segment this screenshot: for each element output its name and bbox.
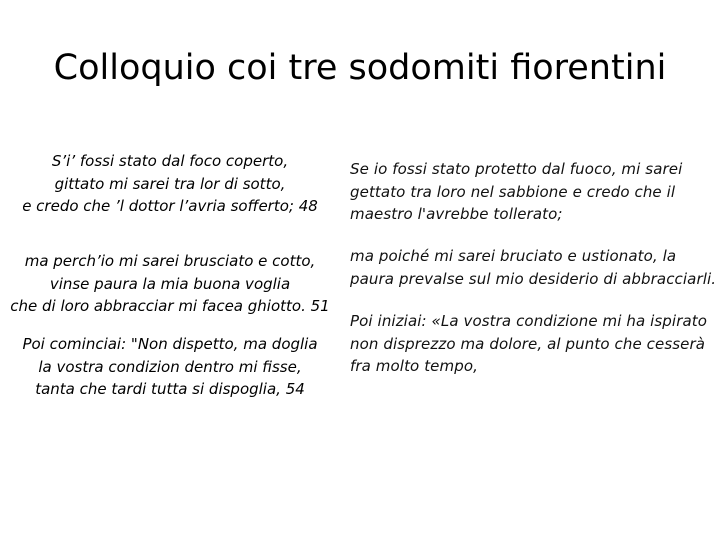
verse-line: vinse paura la mia buona voglia <box>49 274 291 293</box>
translation-line: Poi iniziai: «La vostra condizione mi ha ispirato <box>350 312 708 330</box>
original-stanza-1 <box>0 150 360 218</box>
translation-line: non disprezzo ma dolore, al punto che cesserà <box>350 334 706 353</box>
page-title: Colloquio coi tre sodomiti fiorentini <box>53 48 667 88</box>
translation-line: ma poiché mi sarei bruciato e ustionato, la <box>350 247 677 265</box>
translation-stanza-3 <box>350 310 710 378</box>
verse-line: la vostra condizion dentro mi fisse, <box>38 357 302 376</box>
original-stanza-3 <box>0 333 360 401</box>
verse-line: tanta che tardi tutta si dispoglia, 54 <box>35 380 305 398</box>
translation-stanza-1 <box>350 158 710 226</box>
verse-line: che di loro abbracciar mi facea ghiotto. 51 <box>10 297 330 315</box>
translation-line: Se io fossi stato protetto dal fuoco, mi sarei <box>350 160 683 178</box>
original-stanza-2 <box>0 250 360 318</box>
translation-line: paura prevalse sul mio desiderio di abbracciarli. <box>350 269 717 288</box>
verse-line: S’i’ fossi stato dal foco coperto, <box>51 152 289 170</box>
verse-line: e credo che ’l dottor l’avria sofferto; 48 <box>22 197 318 215</box>
verse-line: Poi cominciai: "Non dispetto, ma doglia <box>22 335 318 353</box>
translation-line: fra molto tempo, <box>350 357 478 375</box>
verse-line: ma perch’io mi sarei brusciato e cotto, <box>24 252 316 270</box>
verse-line: gittato mi sarei tra lor di sotto, <box>54 174 286 193</box>
translation-stanza-2 <box>350 245 717 290</box>
translation-line: maestro l'avrebbe tollerato; <box>350 205 563 223</box>
translation-line: gettato tra loro nel sabbione e credo che il <box>350 182 676 201</box>
